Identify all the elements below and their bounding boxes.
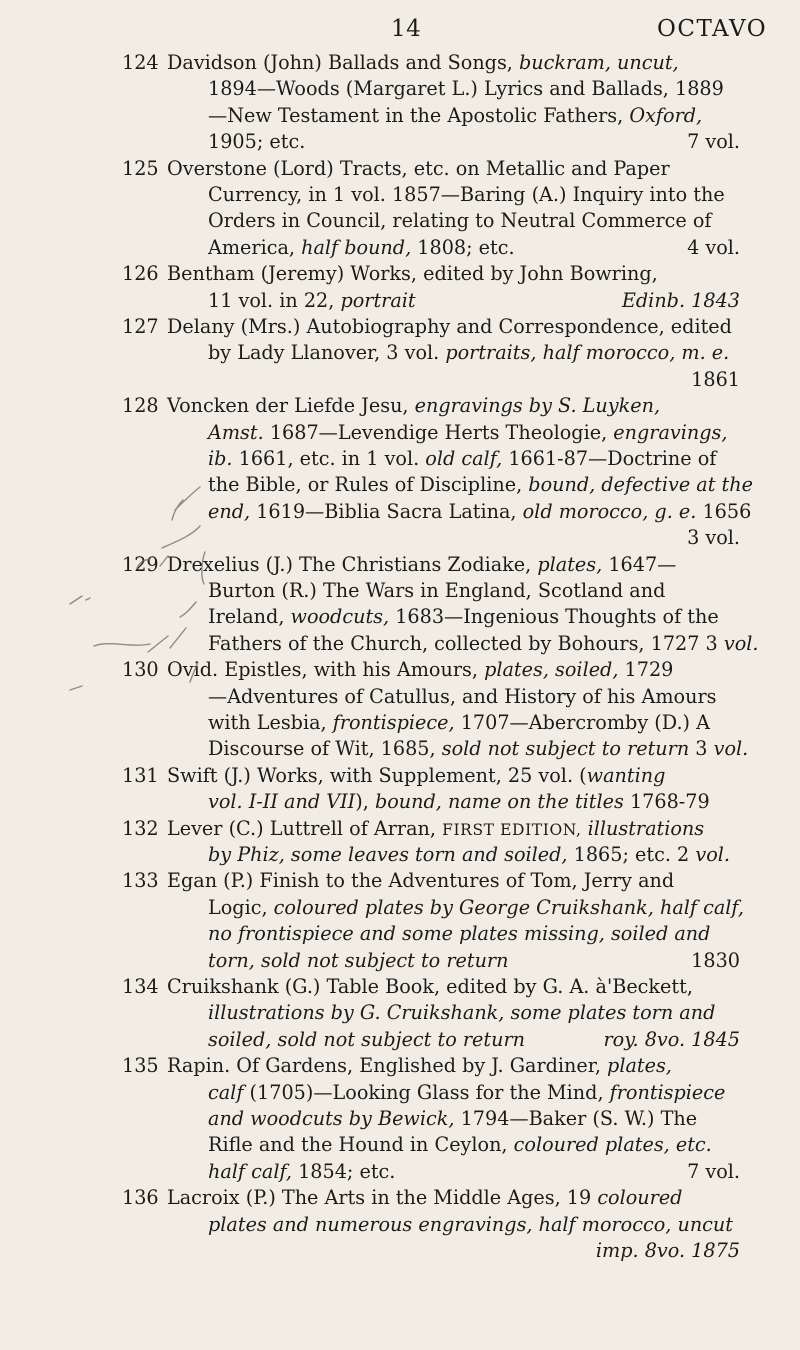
text-run: 1707—Abercromby (D.) A	[454, 711, 710, 734]
italic-text: vol.	[695, 843, 730, 866]
italic-text: vol.	[723, 631, 759, 655]
entry-right-annotation: Edinb. 1843	[621, 288, 740, 312]
italic-text: engravings by S. Luyken,	[414, 394, 661, 418]
italic-text: frontispiece,	[332, 711, 455, 734]
text-run: 11 vol. in 22,	[208, 288, 341, 312]
italic-text: by Phiz, some leaves torn and soiled,	[208, 843, 568, 866]
text-run: 1865; etc. 2	[567, 843, 696, 866]
text-run: 1854; etc.	[291, 1159, 396, 1183]
text-run: Davidson (John) Ballads and Songs,	[167, 51, 520, 74]
entry-right-annotation: 7 vol.	[687, 1159, 740, 1183]
italic-text: Oxford,	[629, 103, 703, 127]
entry-right-annotation: 1861	[691, 367, 740, 391]
entry-right-annotation: 7 vol.	[687, 130, 740, 154]
text-run: 1661, etc. in 1 vol.	[232, 447, 426, 470]
italic-text: plates, soiled,	[484, 658, 619, 682]
text-run: ),	[355, 790, 375, 814]
lot-number: 129	[122, 552, 159, 576]
text-run: Fathers of the Church, collected by Bohours, 1727 3	[208, 631, 724, 655]
italic-text: coloured plates by George Cruikshank, half calf,	[273, 895, 744, 919]
italic-text: half bound,	[301, 235, 412, 259]
lot-number: 127	[122, 315, 159, 338]
text-run: Ovid. Epistles, with his Amours,	[167, 658, 485, 682]
entry-right-annotation: 1830	[691, 948, 740, 972]
text-run: with Lesbia,	[208, 711, 333, 734]
italic-text: wanting	[586, 763, 666, 787]
italic-text: coloured plates, etc.	[513, 1133, 712, 1157]
small-caps-text: FIRST EDITION,	[442, 820, 582, 839]
italic-text: Amst.	[208, 420, 264, 444]
italic-text: torn, sold not subject to return	[208, 948, 509, 972]
text-run: Rifle and the Hound in Ceylon,	[208, 1133, 514, 1157]
text-run: Drexelius (J.) The Christians Zodiake,	[167, 552, 538, 576]
entry-right-annotation: 4 vol.	[687, 235, 740, 259]
italic-text: portrait	[340, 288, 416, 312]
italic-text: plates and numerous engravings, half morocco, uncut	[208, 1212, 733, 1236]
lot-number: 130	[122, 658, 159, 682]
text-run: Ireland,	[208, 605, 291, 629]
text-run: Orders in Council, relating to Neutral Commerce of	[208, 209, 712, 233]
italic-text: vol. I-II and VII	[208, 790, 356, 814]
italic-text: old calf,	[425, 447, 503, 470]
italic-text: half calf,	[208, 1159, 292, 1183]
italic-text: buckram, uncut,	[519, 51, 679, 74]
italic-text: portraits, half morocco, m. e.	[445, 341, 730, 365]
text-run: 1661-87—Doctrine of	[502, 447, 717, 470]
text-run: Lacroix (P.) The Arts in the Middle Ages, 19	[167, 1186, 598, 1210]
text-run: Egan (P.) Finish to the Adventures of Tom, Jerry and	[167, 869, 675, 893]
text-run: Overstone (Lord) Tracts, etc. on Metallic and Paper	[167, 156, 670, 180]
text-run: Delany (Mrs.) Autobiography and Correspondence, edited	[167, 315, 732, 338]
italic-text: no frontispiece and some plates missing, soiled and	[208, 922, 711, 946]
italic-text: coloured	[597, 1186, 683, 1210]
text-run: 1619—Biblia Sacra Latina,	[250, 499, 523, 523]
text-run: 1808; etc.	[411, 235, 515, 259]
text-run: Currency, in 1 vol. 1857—Baring (A.) Inquiry into the	[208, 183, 725, 206]
lot-number: 136	[122, 1186, 159, 1210]
text-run: Voncken der Liefde Jesu,	[167, 394, 415, 418]
text-run: 1687—Levendige Herts Theologie,	[263, 420, 614, 444]
italic-text: engravings,	[613, 420, 728, 444]
italic-text: illustrations	[587, 816, 705, 840]
text-run: 1794—Baker (S. W.) The	[454, 1107, 698, 1130]
italic-text: soiled, sold not subject to return	[208, 1027, 525, 1051]
running-head: OCTAVO	[657, 16, 768, 42]
lot-number: 128	[122, 394, 159, 418]
italic-text: plates,	[607, 1054, 672, 1078]
lot-number: 135	[122, 1054, 159, 1078]
lot-number: 126	[122, 262, 159, 286]
italic-text: old morocco, g. e.	[522, 499, 697, 523]
entry-right-annotation: 3 vol.	[687, 526, 740, 550]
lot-number: 132	[122, 816, 159, 840]
italic-text: illustrations by G. Cruikshank, some plates torn and	[208, 1001, 716, 1025]
italic-text: bound, defective at the	[528, 473, 753, 497]
text-run: 1647—	[602, 552, 677, 576]
text-run: 1768-79	[623, 790, 710, 814]
text-run: Bentham (Jeremy) Works, edited by John Bowring,	[167, 262, 658, 286]
lot-number: 124	[122, 51, 159, 74]
page-number: 14	[391, 16, 422, 42]
text-run: Burton (R.) The Wars in England, Scotland and	[208, 579, 666, 602]
text-run: (1705)—Looking Glass for the Mind,	[243, 1080, 610, 1104]
text-run: 1905; etc.	[208, 130, 306, 154]
lot-number: 131	[122, 763, 159, 787]
text-run: Cruikshank (G.) Table Book, edited by G. A. à'Beckett,	[167, 975, 693, 998]
text-run: Rapin. Of Gardens, Englished by J. Gardiner,	[167, 1054, 608, 1078]
text-run: the Bible, or Rules of Discipline,	[208, 473, 529, 497]
italic-text: frontispiece	[609, 1080, 726, 1104]
text-run: 3	[689, 737, 714, 761]
italic-text: ib.	[208, 447, 233, 470]
italic-text: sold not subject to return	[441, 737, 690, 761]
text-run: America,	[208, 235, 302, 259]
text-run: Discourse of Wit, 1685,	[208, 737, 442, 761]
text-run: 1894—Woods (Margaret L.) Lyrics and Ballads, 1889	[208, 77, 724, 101]
italic-text: and woodcuts by Bewick,	[208, 1107, 455, 1130]
text-run: 1683—Ingenious Thoughts of the	[389, 605, 719, 629]
italic-text: end,	[208, 499, 251, 523]
italic-text: woodcuts,	[290, 605, 390, 629]
lot-number: 125	[122, 156, 159, 180]
text-run: Swift (J.) Works, with Supplement, 25 vol. (	[167, 763, 587, 787]
text-run: 1656	[696, 499, 752, 523]
italic-text: vol.	[713, 737, 749, 761]
text-run: —New Testament in the Apostolic Fathers,	[208, 103, 630, 127]
lot-number: 133	[122, 869, 159, 893]
text-run: —Adventures of Catullus, and History of his Amours	[208, 684, 717, 708]
italic-text: calf	[208, 1080, 244, 1104]
italic-text: plates,	[537, 552, 603, 576]
italic-text: bound, name on the titles	[374, 790, 624, 814]
entry-right-annotation: roy. 8vo. 1845	[603, 1027, 740, 1051]
text-run: Logic,	[208, 895, 274, 919]
text-run: Lever (C.) Luttrell of Arran,	[167, 816, 443, 840]
text-run: by Lady Llanover, 3 vol.	[208, 341, 446, 365]
lot-number: 134	[122, 975, 159, 998]
entry-right-annotation: imp. 8vo. 1875	[595, 1239, 740, 1262]
text-run: 1729	[618, 658, 674, 682]
